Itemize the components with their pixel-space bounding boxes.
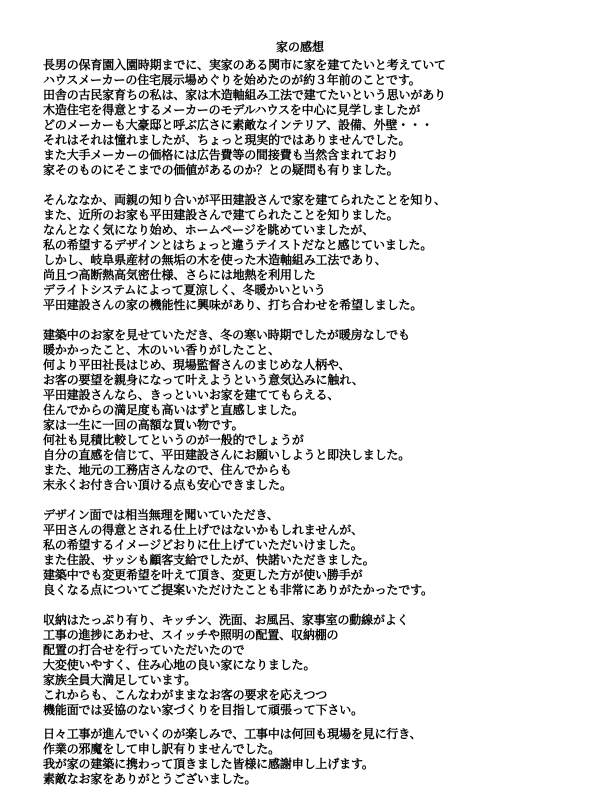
paragraph-4-line-6: 良くなる点についてご提案いただけたことも非常にありがたかったです。 — [43, 583, 433, 597]
paragraph-3-line-10: また、地元の工務店さんなので、住んでからも — [43, 463, 292, 477]
paragraph-2-line-6: 尚且つ高断熱高気密仕様、さらには地熱を利用した — [43, 268, 316, 282]
paragraph-4-line-1: デザイン面では相当無理を聞いていただき、 — [43, 508, 279, 522]
paragraph-6-line-4: 素敵なお家をありがとうございました。 — [43, 772, 257, 786]
paragraph-5-line-5: 家族全員大満足しています。 — [43, 673, 197, 687]
paragraph-5-line-3: 配置の打合せを行っていただいたので — [43, 643, 245, 657]
document-title: 家の感想 — [275, 40, 324, 54]
paragraph-2-line-4: 私の希望するデザインとはちょっと違うテイストだなと感じていました。 — [43, 238, 433, 252]
paragraph-1-line-7: また大手メーカーの価格には広告費等の間接費も当然含まれており — [43, 148, 399, 162]
paragraph-3-line-2: 暖かかったこと、木のいい香りがしたこと、 — [43, 343, 281, 357]
paragraph-6-line-2: 作業の邪魔をして申し訳有りませんでした。 — [43, 742, 281, 756]
paragraph-2-line-5: しかし、岐阜県産材の無垢の木を使った木造軸組み工法であり、 — [43, 253, 387, 267]
paragraph-4-line-3: 私の希望するイメージどおりに仕上げていただいけました。 — [43, 538, 363, 552]
paragraph-6-line-3: 我が家の建築に携わって頂きました皆様に感謝申し上げます。 — [43, 757, 374, 771]
paragraph-1-line-5: どのメーカーも大豪邸と呼ぶ広さに素敵なインテリア、設備、外壁・・・ — [43, 118, 433, 132]
paragraph-3-line-5: 平田建設さんなら、きっといいお家を建ててもらえる、 — [43, 388, 340, 402]
paragraph-2-line-3: なんとなく気になり始め、ホームページを眺めていましたが、 — [43, 223, 375, 237]
paragraph-2-line-2: また、近所のお家も平田建設さんで建てられたことを知りました。 — [43, 208, 399, 222]
paragraph-1-line-1: 長男の保育園入園時期までに、実家のある関市に家を建てたいと考えていて — [43, 58, 446, 72]
paragraph-4-line-2: 平田さんの得意とされる仕上げではないかもしれませんが、 — [43, 523, 363, 537]
paragraph-1-line-6: それはそれは憧れましたが、ちょっと現実的ではありませんでした。 — [43, 133, 411, 147]
paragraph-5-line-1: 収納はたっぷり有り、キッチン、洗面、お風呂、家事室の動線がよく — [43, 613, 409, 627]
paragraph-4-line-5: 建築中でも変更希望を叶えて頂き、変更した方が使い勝手が — [43, 568, 363, 582]
paragraph-3-line-8: 何社も見積比較してというのが一般的でしょうが — [43, 433, 304, 447]
paragraph-1-line-4: 木造住宅を得意とするメーカーのモデルハウスを中心に見学しましたが — [43, 103, 421, 117]
paragraph-5-line-6: これからも、こんなわがままなお客の要求を応えつつ — [43, 688, 328, 702]
paragraph-3-line-6: 住んでからの満足度も高いはずと直感しました。 — [43, 403, 304, 417]
paragraph-3-line-4: お客の要望を親身になって叶えようという意気込みに触れ、 — [43, 373, 364, 387]
paragraph-2-line-7: デライトシステムによって夏涼しく、冬暖かいという — [43, 283, 326, 297]
paragraph-5-line-7: 機能面では妥協のない家づくりを目指して頑張って下さい。 — [43, 703, 363, 717]
paragraph-1-line-2: ハウスメーカーの住宅展示場めぐりを始めたのが約３年前のことです。 — [43, 73, 421, 87]
paragraph-5-line-4: 大変使いやすく、住み心地の良い家になりました。 — [43, 658, 316, 672]
paragraph-3-line-9: 自分の直感を信じて、平田建設さんにお願いしようと即決しました。 — [43, 448, 411, 462]
paragraph-3-line-1: 建築中のお家を見せていただき、冬の寒い時期でしたが暖房なしでも — [43, 328, 410, 342]
paragraph-2-line-8: 平田建設さんの家の機能性に興味があり、打ち合わせを希望しました。 — [43, 298, 423, 312]
paragraph-6-line-1: 日々工事が進んでいくのが楽しみで、工事中は何回も現場を見に行き、 — [43, 727, 422, 741]
paragraph-5-line-2: 工事の進捗にあわせ、スイッチや照明の配置、収納棚の — [43, 628, 339, 642]
paragraph-4-line-4: また住設、サッシも顧客支給でしたが、快諾いただきました。 — [43, 553, 375, 567]
paragraph-1-line-3: 田舎の古民家育ちの私は、家は木造軸組み工法で建てたいという思いがあり — [43, 88, 446, 102]
paragraph-1-line-8: 家そのものにそこまでの価値があるのか？との疑問も有りました。 — [43, 163, 399, 177]
paragraph-3-line-11: 末永くお付き合い頂ける点も安心できました。 — [43, 478, 292, 492]
paragraph-3-line-7: 家は一生に一回の高額な買い物です。 — [43, 418, 244, 432]
paragraph-3-line-3: 何より平田社長はじめ、現場監督さんのまじめな人柄や、 — [43, 358, 351, 372]
paragraph-2-line-1: そんななか、両親の知り合いが平田建設さんで家を建てられたことを知り、 — [43, 193, 446, 207]
